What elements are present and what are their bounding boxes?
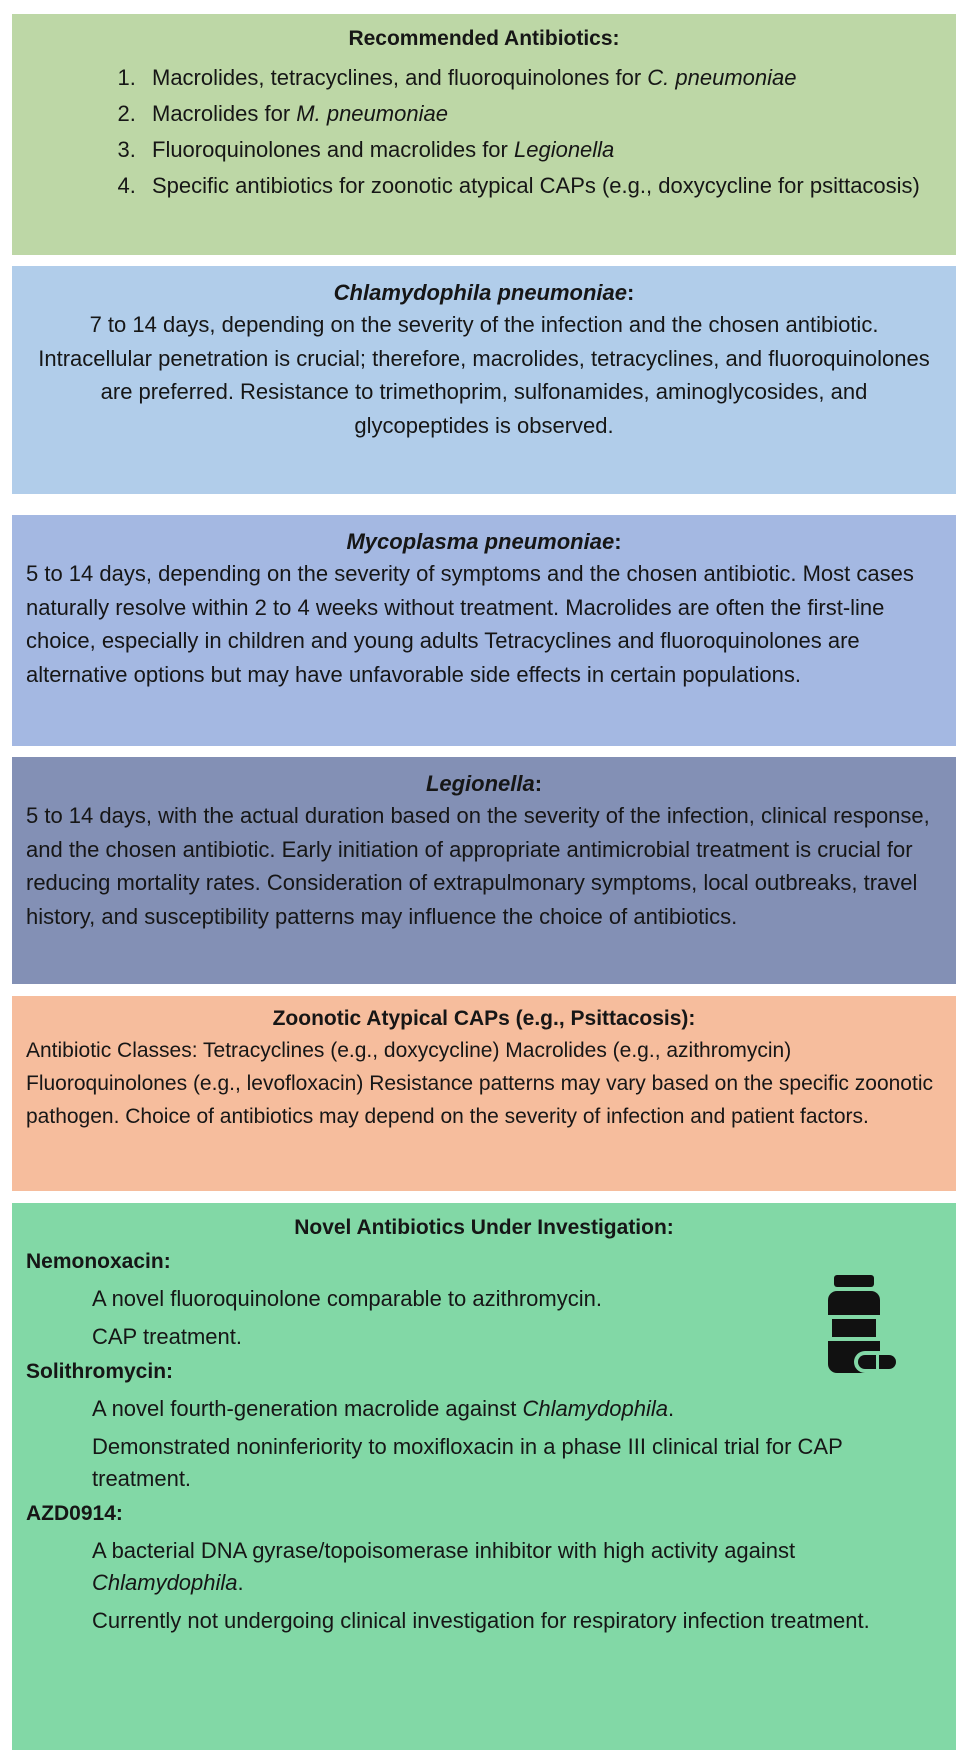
novel-title: Novel Antibiotics Under Investigation: xyxy=(294,1216,674,1239)
mycoplasma-body: 5 to 14 days, depending on the severity of symptoms and the chosen antibiotic. Most cases naturally resolve within 2 to 4 weeks without treatment. Macrolides are often the first-line choice, especially in children and young adults Tetracyclines and fluoroquinolones are alternative options but may have unfavorable side effects in certain populations. xyxy=(26,561,914,687)
drug-detail: CAP treatment. xyxy=(92,1324,242,1349)
zoonotic-title: Zoonotic Atypical CAPs (e.g., Psittacosis): xyxy=(272,1007,696,1030)
zoonotic-panel xyxy=(12,996,956,1191)
drug-name-azd0914: AZD0914: xyxy=(26,1502,123,1525)
list-item: 3. Fluoroquinolones and macrolides for Legionella xyxy=(142,132,936,168)
drug-detail: Demonstrated noninferiority to moxifloxacin in a phase III clinical trial for CAP treatment. xyxy=(92,1434,843,1491)
drug-detail: Currently not undergoing clinical investigation for respiratory infection treatment. xyxy=(92,1608,870,1633)
chlamydophila-title: Chlamydophila pneumoniae: xyxy=(333,280,635,305)
recommended-antibiotics-panel xyxy=(12,14,956,255)
medicine-bottle-pill-icon xyxy=(820,1275,900,1385)
chlamydophila-panel xyxy=(12,266,956,494)
drug-detail: A bacterial DNA gyrase/topoisomerase inhibitor with high activity against Chlamydophila. xyxy=(92,1538,796,1595)
legionella-body: 5 to 14 days, with the actual duration based on the severity of the infection, clinical response, and the chosen antibiotic. Early initiation of appropriate antimicrobial treatment is crucial for reducing mortality rates. Consideration of extrapulmonary symptoms, local outbreaks, travel history, and susceptibility patterns may influence the choice of antibiotics. xyxy=(26,803,930,929)
recommended-title: Recommended Antibiotics: xyxy=(348,27,620,50)
list-item: 4. Specific antibiotics for zoonotic atypical CAPs (e.g., doxycycline for psittacosis) xyxy=(142,168,936,204)
list-item: 1. Macrolides, tetracyclines, and fluoroquinolones for C. pneumoniae xyxy=(142,60,936,96)
drug-name-nemonoxacin: Nemonoxacin: xyxy=(26,1250,171,1273)
chlamydophila-body: 7 to 14 days, depending on the severity of the infection and the chosen antibiotic. Intracellular penetration is crucial; therefore, macrolides, tetracyclines, and fluoroquinolones are preferred. Resistance to trimethoprim, sulfonamides, aminoglycosides, and glycopeptides is observed. xyxy=(38,312,930,438)
drug-detail: A novel fluoroquinolone comparable to azithromycin. xyxy=(92,1286,602,1311)
drug-name-solithromycin: Solithromycin: xyxy=(26,1360,174,1383)
mycoplasma-title: Mycoplasma pneumoniae: xyxy=(346,529,622,554)
zoonotic-body: Antibiotic Classes: Tetracyclines (e.g., doxycycline) Macrolides (e.g., azithromycin) Fluoroquinolones (e.g., levofloxacin) Resistance patterns may vary based on the specific zoonotic pathogen. Choice of antibiotics may depend on the severity of infection and patient factors. xyxy=(26,1039,933,1128)
list-item: 2. Macrolides for M. pneumoniae xyxy=(142,96,936,132)
novel-antibiotics-panel xyxy=(12,1203,956,1750)
legionella-title: Legionella: xyxy=(425,771,543,796)
legionella-panel xyxy=(12,757,956,984)
recommended-list xyxy=(32,60,936,204)
drug-detail: A novel fourth-generation macrolide against Chlamydophila. xyxy=(92,1396,675,1421)
mycoplasma-panel xyxy=(12,515,956,746)
